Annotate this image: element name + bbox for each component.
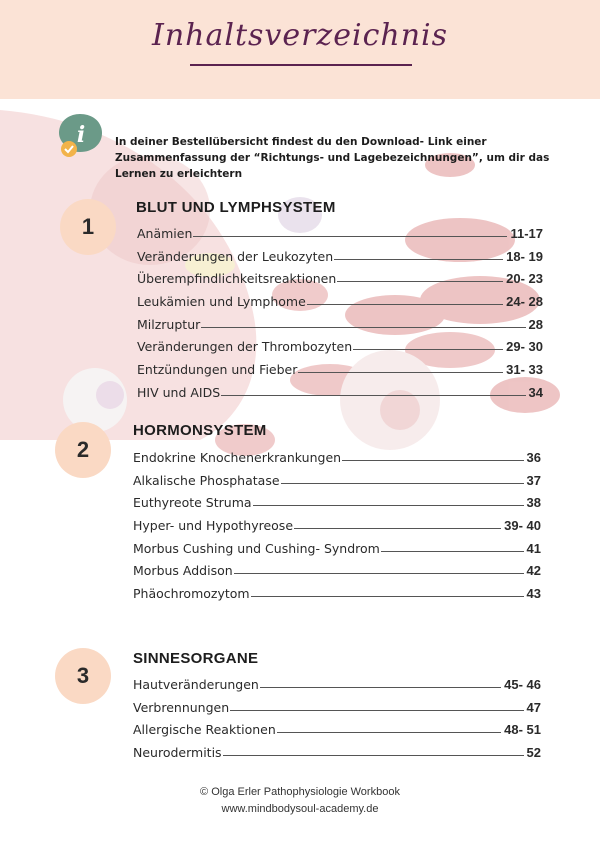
toc-entry[interactable] <box>137 226 543 249</box>
entry-title: Leukämien und Lymphome <box>137 294 306 310</box>
entry-pages: 28 <box>528 316 543 332</box>
entry-pages: 45- 46 <box>504 677 541 692</box>
entry-title: HIV und AIDS <box>137 384 221 400</box>
entry-pages: 11-17 <box>510 226 543 241</box>
toc-entry[interactable] <box>137 294 543 317</box>
dot-leader <box>353 349 503 350</box>
entry-title: Hautveränderungen <box>133 677 259 692</box>
section-number-badge: 2 <box>55 422 111 478</box>
entry-title: Entzündungen und Fieber <box>137 362 298 378</box>
toc-entry[interactable] <box>133 677 541 700</box>
entry-title: Morbus Cushing und Cushing- Syndrom <box>133 540 380 556</box>
dot-leader <box>223 755 524 756</box>
dot-leader <box>334 259 503 260</box>
footer <box>0 784 600 818</box>
dot-leader <box>193 236 507 237</box>
entry-pages: 34 <box>528 384 543 400</box>
entry-title: Allergische Reaktionen <box>133 722 276 738</box>
entry-title: Überempfindlichkeitsreaktionen <box>137 271 337 287</box>
entry-title: Milzruptur <box>137 316 201 332</box>
entry-pages: 18- 19 <box>506 248 543 264</box>
toc-entry[interactable] <box>133 518 541 541</box>
entry-pages: 29- 30 <box>506 339 543 355</box>
dot-leader <box>253 505 524 506</box>
entry-title: Veränderungen der Leukozyten <box>137 248 334 264</box>
entry-title: Endokrine Knochenerkrankungen <box>133 450 342 465</box>
entry-pages: 39- 40 <box>504 518 541 534</box>
toc-entry[interactable] <box>133 722 541 745</box>
entry-title: Veränderungen der Thrombozyten <box>137 339 353 355</box>
toc-entry[interactable] <box>133 473 541 496</box>
entry-title: Morbus Addison <box>133 563 233 579</box>
entry-pages: 37 <box>526 472 541 488</box>
entry-pages: 38 <box>526 495 541 511</box>
entry-pages: 31- 33 <box>506 362 543 378</box>
dot-leader <box>277 732 501 733</box>
info-speech-bubble-icon <box>58 112 106 160</box>
toc-entry[interactable] <box>133 745 541 768</box>
toc-entry[interactable] <box>137 362 543 385</box>
page-title: Inhaltsverzeichnis <box>151 18 449 53</box>
entry-pages: 52 <box>526 745 541 761</box>
section-entries <box>133 450 541 609</box>
toc-entry[interactable] <box>137 339 543 362</box>
section-title: SINNESORGANE <box>133 650 259 667</box>
dot-leader <box>298 372 503 373</box>
entry-title: Phäochromozytom <box>133 586 250 602</box>
toc-entry[interactable] <box>133 563 541 586</box>
entry-pages: 36 <box>526 450 541 465</box>
entry-title: Alkalische Phosphatase <box>133 472 280 488</box>
dot-leader <box>251 596 524 597</box>
section-entries <box>133 677 541 768</box>
dot-leader <box>294 528 501 529</box>
dot-leader <box>221 395 525 396</box>
website-link[interactable]: www.mindbodysoul-academy.de <box>221 803 379 815</box>
toc-entry[interactable] <box>137 317 543 340</box>
dot-leader <box>337 281 503 282</box>
toc-entry[interactable] <box>137 385 543 408</box>
toc-entry[interactable] <box>133 700 541 723</box>
entry-pages: 43 <box>526 586 541 602</box>
copyright-line: © Olga Erler Pathophysiologie Workbook <box>200 786 400 798</box>
section-entries <box>137 226 543 408</box>
entry-pages: 48- 51 <box>504 722 541 738</box>
entry-title: Neurodermitis <box>133 745 222 761</box>
entry-pages: 24- 28 <box>506 294 543 310</box>
dot-leader <box>307 304 503 305</box>
dot-leader <box>234 573 524 574</box>
entry-pages: 41 <box>526 540 541 556</box>
toc-entry[interactable] <box>133 450 541 473</box>
entry-title: Verbrennungen <box>133 699 230 715</box>
toc-entry[interactable] <box>133 586 541 609</box>
entry-pages: 42 <box>526 563 541 579</box>
dot-leader <box>260 687 501 688</box>
entry-pages: 20- 23 <box>506 271 543 287</box>
entry-title: Euthyreote Struma <box>133 495 252 511</box>
entry-title: Anämien <box>137 226 193 241</box>
dot-leader <box>281 483 524 484</box>
entry-pages: 47 <box>526 699 541 715</box>
info-note: In deiner Bestellübersicht findest du den Download- Link einer Zusammenfassung der “Richtungs- und Lagebezeichnungen”, um dir das Lernen zu erleichtern <box>115 136 550 180</box>
toc-entry[interactable] <box>137 271 543 294</box>
section-title: BLUT UND LYMPHSYSTEM <box>136 199 336 216</box>
dot-leader <box>381 551 524 552</box>
dot-leader <box>230 710 523 711</box>
dot-leader <box>201 327 525 328</box>
toc-entry[interactable] <box>137 249 543 272</box>
section-number-badge: 1 <box>60 199 116 255</box>
dot-leader <box>342 460 523 461</box>
entry-title: Hyper- und Hypothyreose <box>133 518 294 534</box>
toc-entry[interactable] <box>133 495 541 518</box>
svg-text:i: i <box>76 122 86 148</box>
toc-entry[interactable] <box>133 541 541 564</box>
section-number-badge: 3 <box>55 648 111 704</box>
section-title: HORMONSYSTEM <box>133 422 267 439</box>
